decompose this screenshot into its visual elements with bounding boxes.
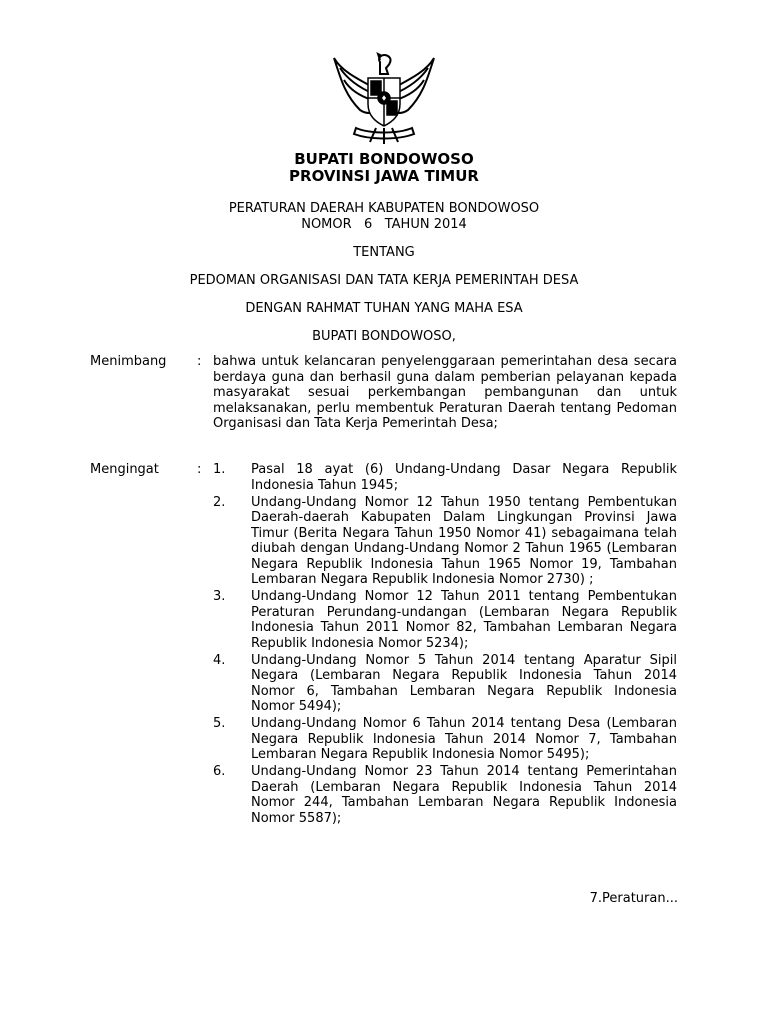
tentang-heading: TENTANG	[353, 245, 415, 260]
list-item-number: 4.	[213, 652, 226, 668]
mengingat-list	[213, 462, 677, 828]
menimbang-label: Menimbang	[90, 354, 167, 369]
issuer-title: BUPATI BONDOWOSO	[294, 150, 474, 168]
list-item-text: Undang-Undang Nomor 5 Tahun 2014 tentang Aparatur Sipil Negara (Lembaran Negara Republik Indonesia Tahun 2014 Nomor 6, Tambahan Lembaran Negara Republik Indonesia Nomor 5494);	[251, 652, 677, 714]
list-item	[213, 764, 677, 826]
issuer-province: PROVINSI JAWA TIMUR	[289, 167, 479, 185]
list-item-number: 6.	[213, 764, 226, 779]
list-item-text: Undang-Undang Nomor 23 Tahun 2014 tentang Pemerintahan Daerah (Lembaran Negara Republik Indonesia Tahun 2014 Nomor 244, Tambahan Lembaran Negara Republik Indonesia Nomor 5587);	[251, 764, 677, 826]
official-title: BUPATI BONDOWOSO,	[312, 329, 456, 344]
list-item-number: 3.	[213, 589, 226, 604]
list-item-text: Pasal 18 ayat (6) Undang-Undang Dasar Negara Republik Indonesia Tahun 1945;	[251, 462, 677, 493]
list-item-text: Undang-Undang Nomor 12 Tahun 1950 tentang Pembentukan Daerah-daerah Kabupaten Dalam Lingkungan Provinsi Jawa Timur (Berita Negara Tahun 1950 Nomor 41) sebagaimana telah diubah dengan Undang-Undang Nomor 2 Tahun 1965 (Lembaran Negara Republik Indonesia Tahun 1965 Nomor 19, Tambahan Lembaran Negara Republik Indonesia Nomor 2730) ;	[251, 494, 677, 587]
list-item	[213, 495, 677, 588]
list-item	[213, 462, 677, 493]
list-item	[213, 716, 677, 763]
mengingat-colon: :	[197, 462, 202, 477]
list-item-text: Undang-Undang Nomor 6 Tahun 2014 tentang Desa (Lembaran Negara Republik Indonesia Tahun 2014 Nomor 7, Tambahan Lembaran Negara Republik Indonesia Nomor 5495);	[251, 716, 677, 762]
regulation-number: NOMOR 6 TAHUN 2014	[301, 217, 467, 232]
mengingat-label: Mengingat	[90, 462, 159, 477]
garuda-emblem-icon	[330, 50, 438, 146]
list-item	[213, 589, 677, 651]
regulation-title: PERATURAN DAERAH KABUPATEN BONDOWOSO	[228, 201, 540, 216]
page-continuation: 7.Peraturan...	[589, 891, 678, 906]
list-item	[213, 653, 677, 715]
invocation-line: DENGAN RAHMAT TUHAN YANG MAHA ESA	[245, 301, 523, 316]
list-item-number: 1.	[213, 462, 226, 477]
menimbang-colon: :	[197, 354, 202, 369]
regulation-subject: PEDOMAN ORGANISASI DAN TATA KERJA PEMERINTAH DESA	[189, 273, 579, 288]
list-item-number: 5.	[213, 716, 226, 731]
list-item-text: Undang-Undang Nomor 12 Tahun 2011 tentang Pembentukan Peraturan Perundang-undangan (Lembaran Negara Republik Indonesia Tahun 2011 Nomor 82, Tambahan Lembaran Negara Republik Indonesia Nomor 5234);	[251, 589, 677, 651]
menimbang-text: bahwa untuk kelancaran penyelenggaraan pemerintahan desa secara berdaya guna dan berhasil guna dalam pemberian pelayanan kepada masyarakat sesuai perkembangan pembangunan dan untuk melaksanakan, perlu membentuk Peraturan Daerah tentang Pedoman Organisasi dan Tata Kerja Pemerintah Desa;	[213, 354, 677, 431]
list-item-number: 2.	[213, 494, 226, 510]
